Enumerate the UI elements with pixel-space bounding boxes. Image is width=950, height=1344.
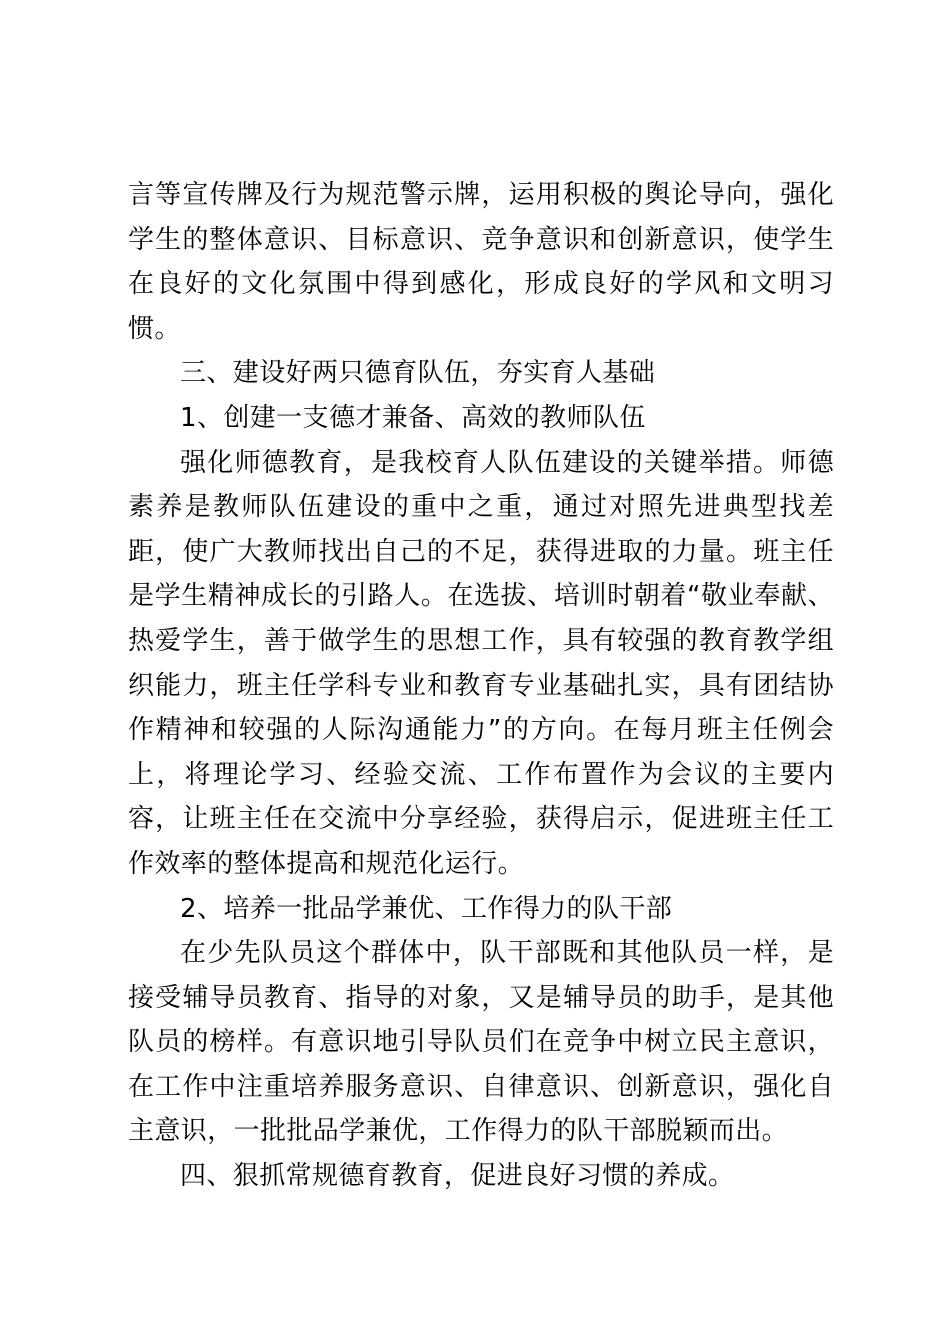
paragraph-teacher-team: 强化师德教育，是我校育人队伍建设的关键举措。师德素养是教师队伍建设的重中之重，通过对照先进典型找差距，使广大教师找出自己的不足，获得进取的力量。班主任是学生精神成长的引路人。在选拔、培训时朝着“敬业奉献、热爱学生，善于做学生的思想工作，具有较强的教育教学组织能力，班主任学科专业和教育专业基础扎实，具有团结协作精神和较强的人际沟通能力”的方向。在每月班主任例会上，将理论学习、经验交流、工作布置作为会议的主要内容，让班主任在交流中分享经验，获得启示，促进班主任工作效率的整体提高和规范化运行。 (128, 447, 834, 879)
subsection-heading-2: 2、培养一批品学兼优、工作得力的队干部 (180, 893, 673, 924)
paragraph-continuation: 言等宣传牌及行为规范警示牌，运用积极的舆论导向，强化学生的整体意识、目标意识、竞争意识和创新意识，使学生在良好的文化氛围中得到感化，形成良好的学风和文明习惯。 (128, 180, 834, 344)
section-heading-4: 四、狠抓常规德育教育，促进良好习惯的养成。 (180, 1161, 735, 1192)
document-body (128, 173, 834, 1199)
paragraph-team-cadres: 在少先队员这个群体中，队干部既和其他队员一样，是接受辅导员教育、指导的对象，又是辅导员的助手，是其他队员的榜样。有意识地引导队员们在竞争中树立民主意识，在工作中注重培养服务意识、自律意识、创新意识，强化自主意识，一批批品学兼优，工作得力的队干部脱颖而出。 (128, 938, 834, 1147)
section-heading-3: 三、建设好两只德育队伍，夯实育人基础 (180, 358, 656, 389)
subsection-heading-1: 1、创建一支德才兼备、高效的教师队伍 (180, 402, 646, 433)
